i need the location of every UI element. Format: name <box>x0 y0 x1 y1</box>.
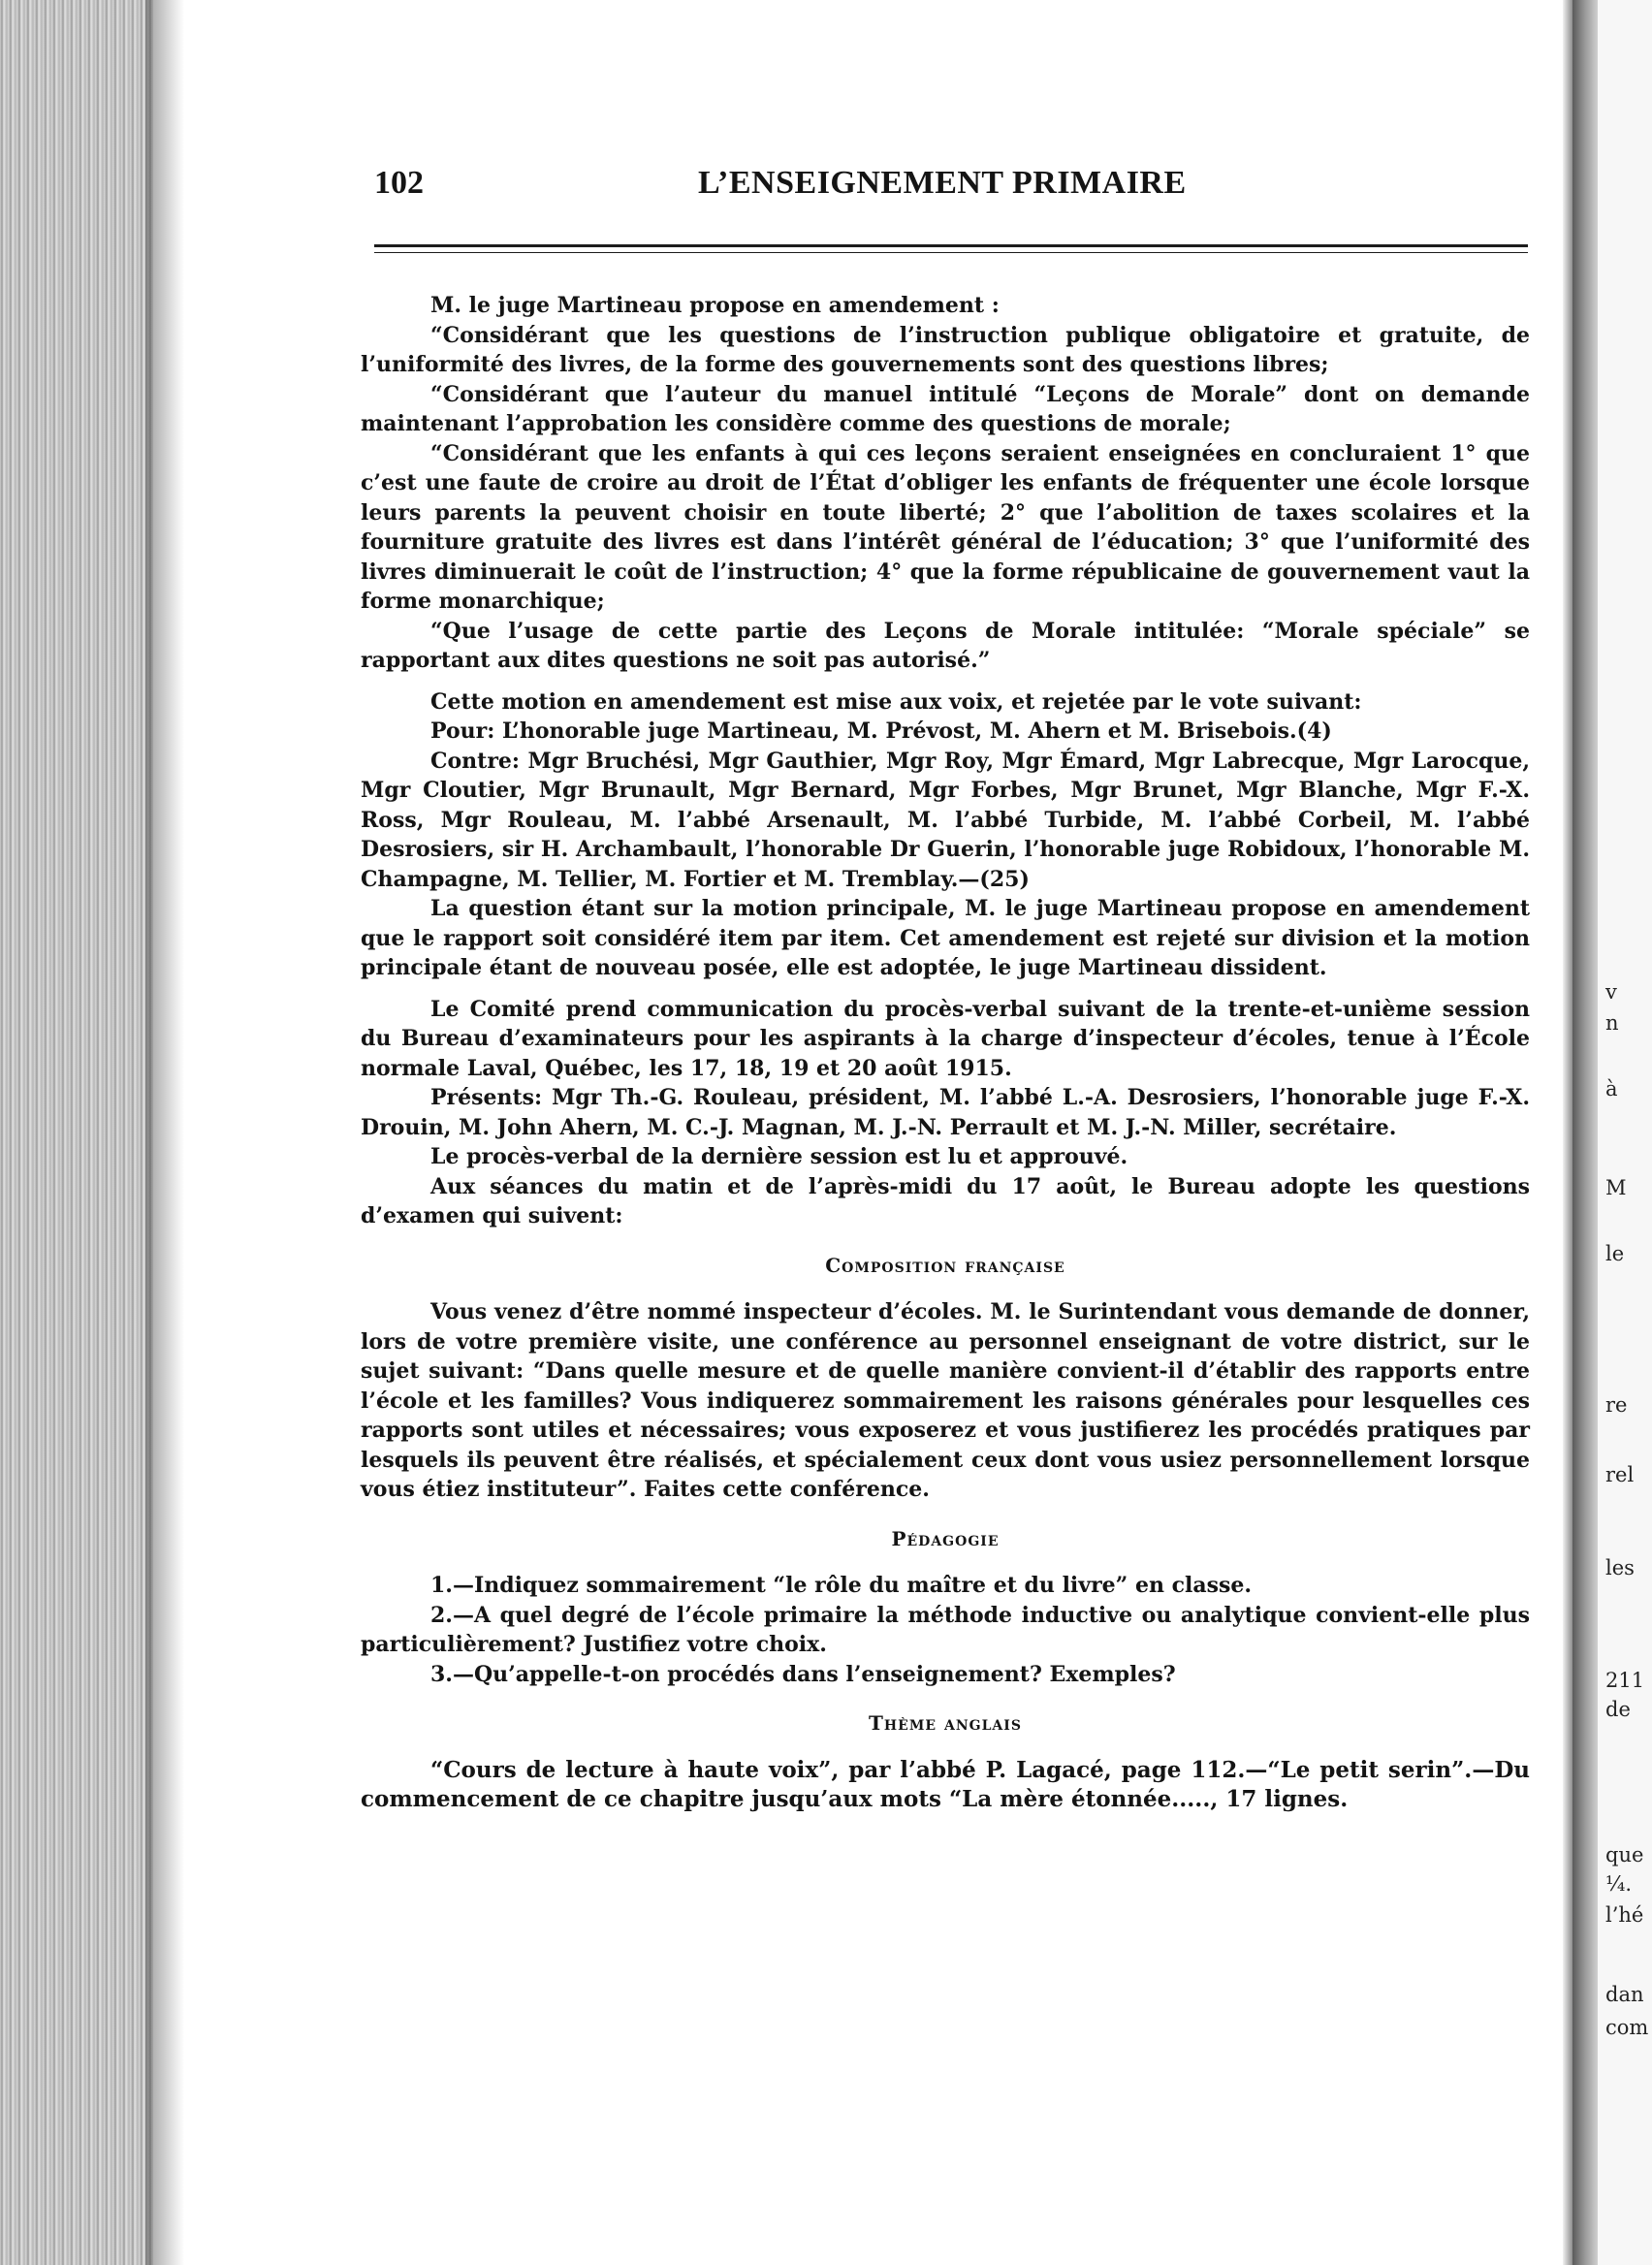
running-head <box>374 165 1239 207</box>
paragraph: Vous venez d’être nommé inspecteur d’écoles. M. le Surintendant vous demande de donner, lors de votre première visite, une conférence au personnel enseignant de votre district, sur le sujet suivant: “Dans quelle mesure et de quelle manière convient-il d’établir des rapports entre l’école et les familles? Vous indiquerez sommairement les raisons générales pour lesquelles ces rapports sont utiles et nécessaires; vous exposerez et vous justifierez les procédés pratiques par lesquels ils peuvent être réalisés, et spécialement ceux dont vous usiez personnellement lorsque vous étiez instituteur”. Faites cette conférence. <box>361 1299 1530 1502</box>
facing-fragment: dan <box>1605 1983 1644 2006</box>
header-rule <box>374 244 1528 247</box>
section-heading: Composition française <box>825 1253 1065 1277</box>
paragraph: Contre: Mgr Bruchési, Mgr Gauthier, Mgr Roy, Mgr Émard, Mgr Labrecque, Mgr Larocque, Mgr Cloutier, Mgr Brunault, Mgr Bernard, Mgr Forbes, Mgr Brunet, Mgr Blanche, Mgr F.-X. Ross, Mgr Rouleau, M. l’abbé Arsenault, M. l’abbé Turbide, M. l’abbé Corbeil, M. l’abbé Desrosiers, sir H. Archambault, l’honorable Dr Guerin, l’honorable juge Robidoux, l’honorable M. Champagne, M. Tellier, M. Fortier et M. Tremblay.—(25) <box>361 748 1530 892</box>
facing-fragment: com <box>1605 2016 1649 2039</box>
paragraph: “Cours de lecture à haute voix”, par l’abbé P. Lagacé, page 112.—“Le petit serin”.—Du commencement de ce chapitre jusqu’aux mots “La mère étonnée....., 17 lignes. <box>361 1756 1530 1812</box>
binding-shadow <box>145 0 184 2265</box>
page-number: 102 <box>374 165 424 201</box>
paragraph: “Considérant que les enfants à qui ces leçons seraient enseignées en concluraient 1° que c’est une faute de croire au droit de l’État d’obliger les enfants de fréquenter une école lorsque leurs parents la peuvent choisir en toute liberté; 2° que l’abolition de taxes scolaires et la fourniture gratuite des livres est dans l’intérêt général de l’éducation; 3° que l’uniformité des livres diminuerait le coût de l’instruction; 4° que la forme républicaine de gouvernement vaut la forme monarchique; <box>361 440 1530 614</box>
paragraph: Pour: L’honorable juge Martineau, M. Prévost, M. Ahern et M. Brisebois.(4) <box>430 718 1332 744</box>
section-heading: Pédagogie <box>891 1526 1000 1550</box>
paragraph: “Considérant que les questions de l’instruction publique obligatoire et gratuite, de l’uniformité des livres, de la forme des gouvernements sont des questions libres; <box>361 322 1530 377</box>
facing-fragment: M <box>1605 1176 1627 1199</box>
exam-question: 2.—A quel degré de l’école primaire la méthode inductive ou analytique convient-elle plus particulièrement? Justifiez votre choix. <box>361 1602 1530 1657</box>
page-edge-shadow <box>1563 0 1573 2265</box>
facing-fragment: les <box>1605 1556 1635 1579</box>
facing-fragment: à <box>1605 1077 1618 1101</box>
exam-question: 1.—Indiquez sommairement “le rôle du maître et du livre” en classe. <box>430 1573 1253 1598</box>
paragraph: Cette motion en amendement est mise aux voix, et rejetée par le vote suivant: <box>430 688 1362 715</box>
paragraph: La question étant sur la motion principale, M. le juge Martineau propose en amendement que le rapport soit considéré item par item. Cet amendement est rejeté sur division et la motion principale étant de nouveau posée, elle est adoptée, le juge Martineau dissident. <box>361 896 1530 980</box>
book-binding-edge <box>0 0 153 2265</box>
facing-fragment: l’hé <box>1605 1903 1644 1927</box>
facing-fragment: que <box>1605 1843 1644 1866</box>
section-heading: Thème anglais <box>869 1711 1022 1735</box>
paragraph: Le Comité prend communication du procès-verbal suivant de la trente-et-unième session du Bureau d’examinateurs pour les aspirants à la charge d’inspecteur d’écoles, tenue à l’École normale Laval, Québec, les 17, 18, 19 et 20 août 1915. <box>361 996 1530 1081</box>
facing-fragment: n <box>1605 1011 1619 1035</box>
gutter <box>1573 0 1598 2265</box>
facing-fragment: v <box>1605 980 1617 1004</box>
exam-question: 3.—Qu’appelle-t-on procédés dans l’enseignement? Exemples? <box>430 1661 1176 1687</box>
facing-page-edge <box>1598 0 1652 2265</box>
paragraph: “Considérant que l’auteur du manuel intitulé “Leçons de Morale” dont on demande maintenant l’approbation les considère comme des questions de morale; <box>361 381 1530 436</box>
paragraph: “Que l’usage de cette partie des Leçons de Morale intitulée: “Morale spéciale” se rapportant aux dites questions ne soit pas autorisé.” <box>361 618 1530 673</box>
page-title: L’ENSEIGNEMENT PRIMAIRE <box>698 165 1187 201</box>
facing-fragment: rel <box>1605 1463 1635 1486</box>
header-rule-thin <box>374 252 1528 253</box>
facing-fragment: le <box>1605 1242 1625 1265</box>
facing-fragment: 211 <box>1605 1669 1645 1692</box>
facing-fragment: de <box>1605 1698 1631 1721</box>
paragraph: Le procès-verbal de la dernière session est lu et approuvé. <box>430 1144 1128 1169</box>
paragraph: Aux séances du matin et de l’après-midi du 17 août, le Bureau adopte les questions d’examen qui suivent: <box>361 1173 1530 1228</box>
body-text <box>361 291 1530 1815</box>
facing-fragment: ¼. <box>1605 1872 1633 1896</box>
facing-fragment: re <box>1605 1393 1628 1417</box>
paragraph: M. le juge Martineau propose en amendement : <box>430 293 1000 318</box>
paragraph: Présents: Mgr Th.-G. Rouleau, président, M. l’abbé L.-A. Desrosiers, l’honorable juge F.-X. Drouin, M. John Ahern, M. C.-J. Magnan, M. J.-N. Perrault et M. J.-N. Miller, secrétaire. <box>361 1085 1530 1140</box>
